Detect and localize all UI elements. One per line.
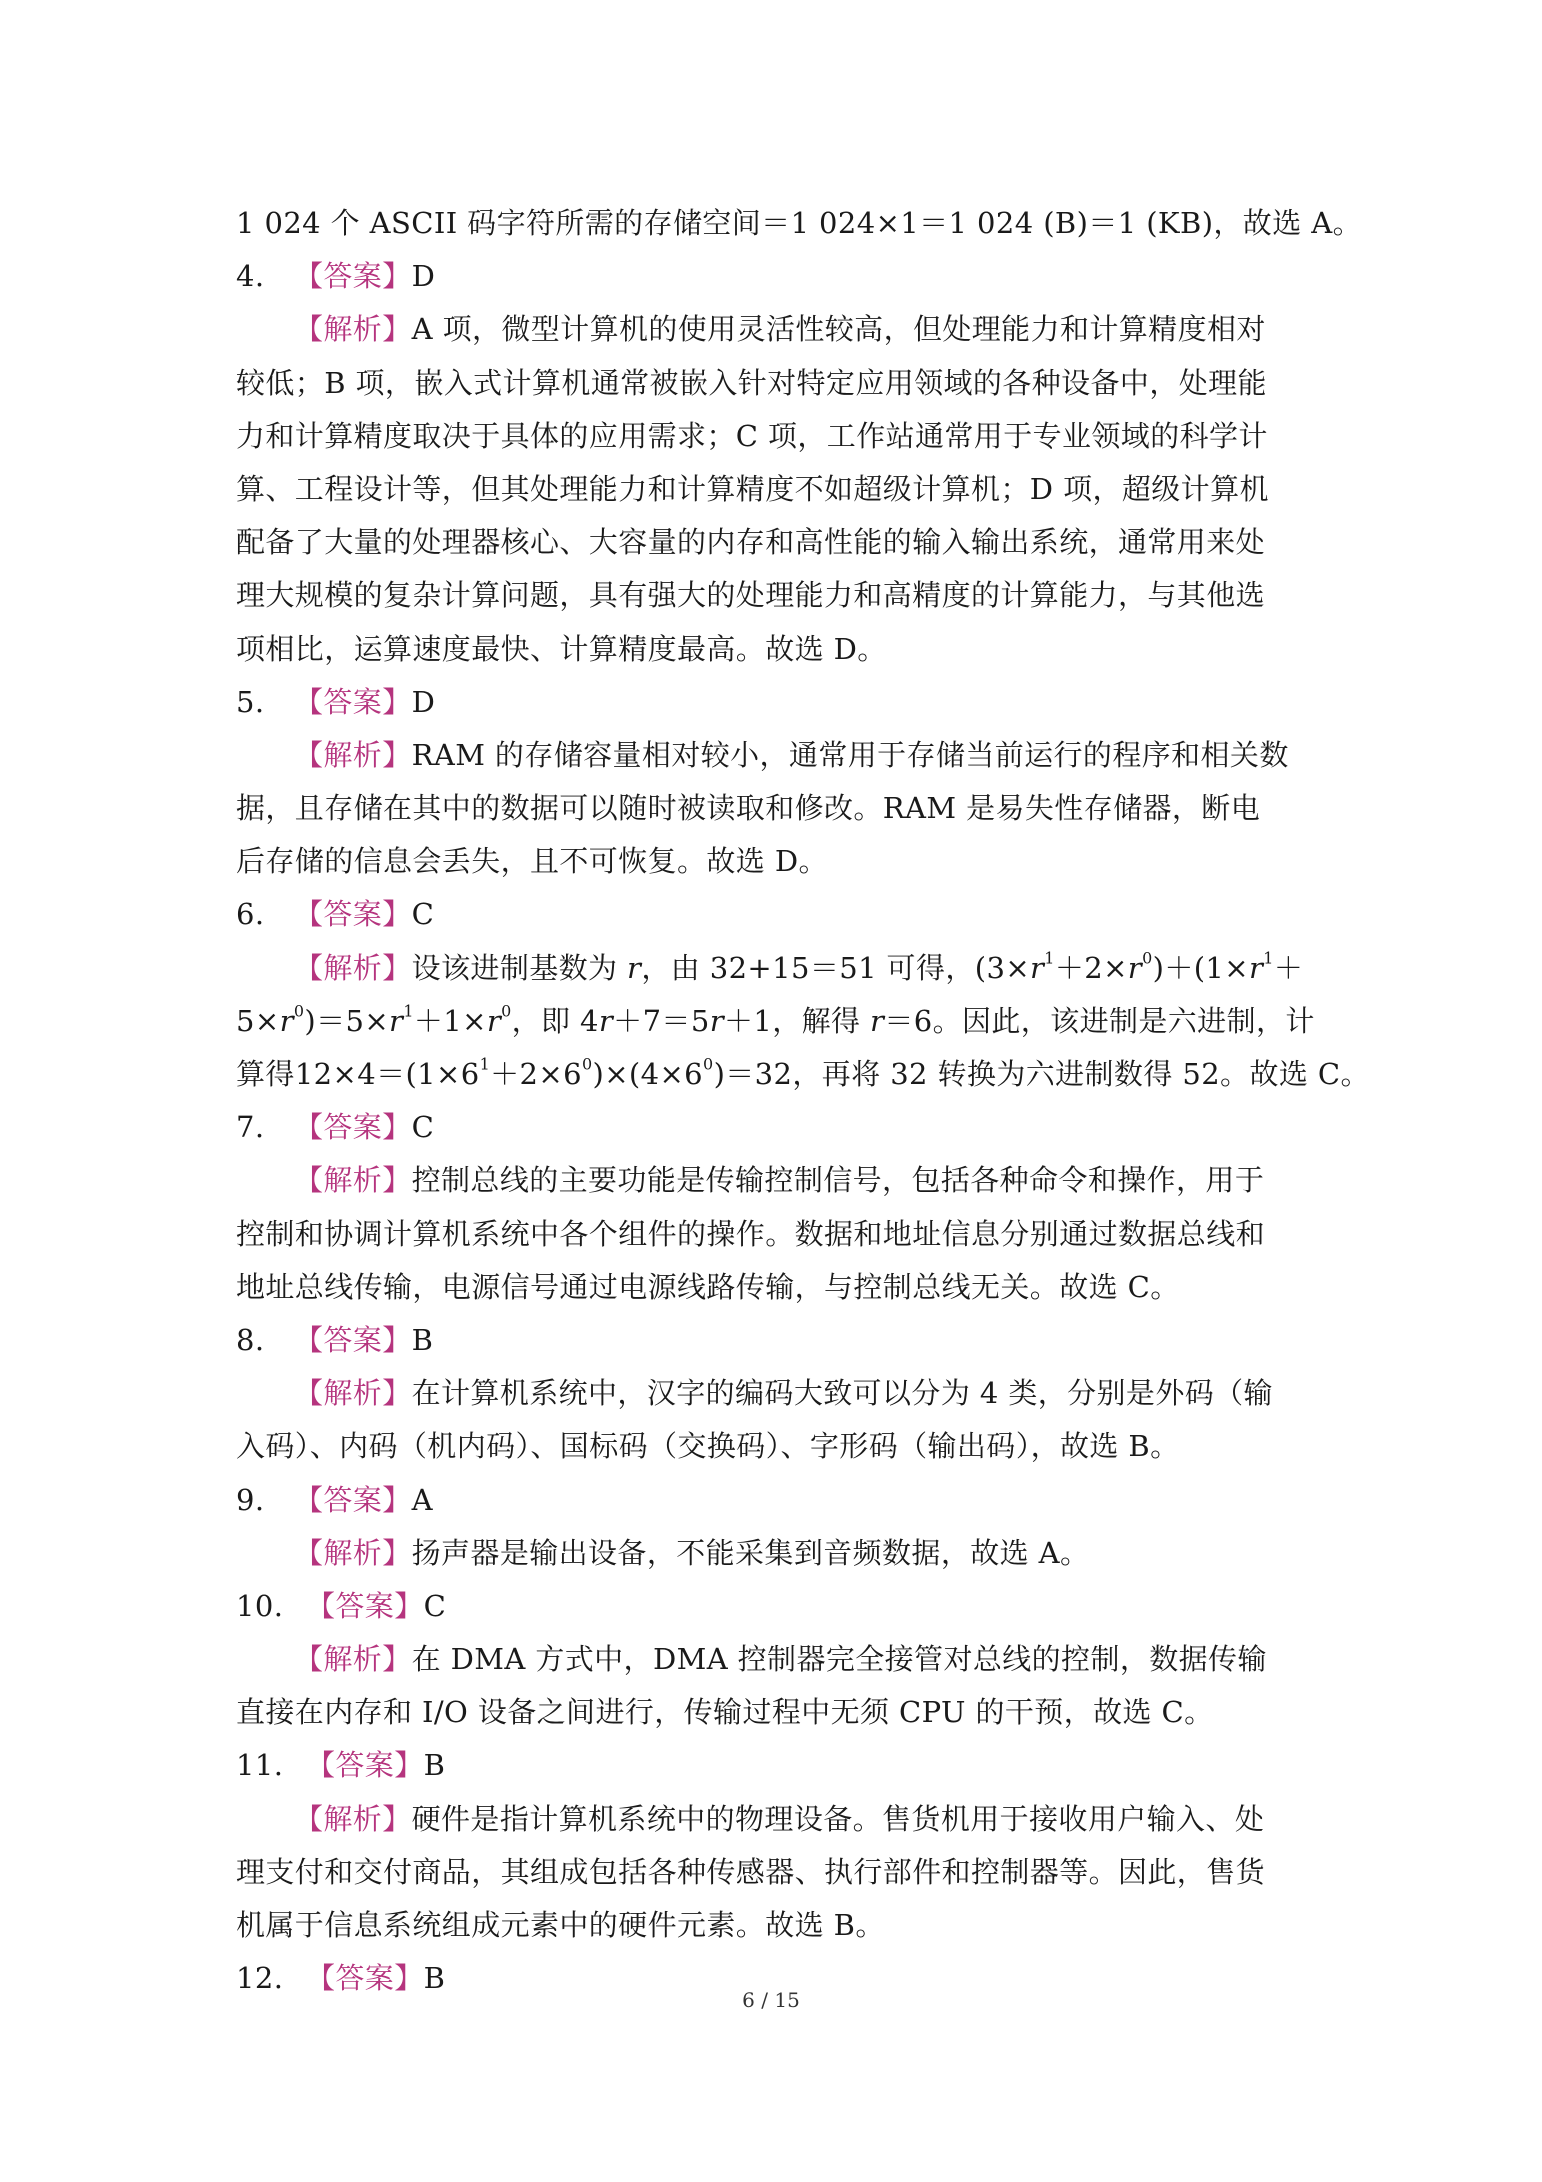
analysis-tag: 【解析】 bbox=[294, 1535, 412, 1570]
question-8-analysis-line bbox=[236, 1367, 1316, 1420]
question-7-analysis-line bbox=[236, 1154, 1316, 1207]
analysis-text: 力和计算精度取决于具体的应用需求；C 项，工作站通常用于专业领域的科学计 bbox=[236, 418, 1268, 453]
math-expression: 4r＋7＝5r＋1 bbox=[580, 1003, 773, 1038]
question-7-answer bbox=[236, 1101, 1316, 1154]
answer-tag: 【答案】 bbox=[294, 1110, 412, 1145]
analysis-tag-label: 解析 bbox=[323, 1535, 383, 1570]
answer-tag: 【答案】 bbox=[306, 1748, 424, 1783]
answer-tag: 【答案】 bbox=[294, 1482, 412, 1517]
answer-value: C bbox=[423, 1588, 447, 1623]
question-6-analysis-line bbox=[236, 1048, 1370, 1101]
analysis-text: 入码）、内码（机内码）、国标码（交换码）、字形码（输出码），故选 B。 bbox=[236, 1429, 1180, 1464]
question-number: 5. bbox=[236, 684, 265, 719]
answer-tag-label: 答案 bbox=[335, 1748, 395, 1783]
math-variable: r bbox=[627, 950, 642, 985]
question-5-analysis-line bbox=[236, 782, 1316, 835]
question-number: 12. bbox=[236, 1961, 284, 1996]
answer-tag-label: 答案 bbox=[323, 684, 383, 719]
analysis-text: 控制总线的主要功能是传输控制信号，包括各种命令和操作，用于 bbox=[411, 1163, 1265, 1198]
analysis-text: 在 DMA 方式中，DMA 控制器完全接管对总线的控制，数据传输 bbox=[411, 1642, 1267, 1677]
question-11-analysis-line bbox=[236, 1899, 1316, 1952]
analysis-tag-label: 解析 bbox=[323, 312, 383, 347]
question-number: 7. bbox=[236, 1110, 265, 1145]
analysis-text: 机属于信息系统组成元素中的硬件元素。故选 B。 bbox=[236, 1908, 885, 1942]
question-10-analysis-line bbox=[236, 1633, 1316, 1686]
analysis-tag-label: 解析 bbox=[323, 1163, 383, 1198]
answer-tag-label: 答案 bbox=[323, 1322, 383, 1357]
analysis-text: 在计算机系统中，汉字的编码大致可以分为 4 类，分别是外码（输 bbox=[411, 1376, 1273, 1411]
answer-tag-label: 答案 bbox=[335, 1588, 395, 1623]
analysis-text: 控制和协调计算机系统中各个组件的操作。数据和地址信息分别通过数据总线和 bbox=[236, 1216, 1266, 1251]
analysis-tag: 【解析】 bbox=[294, 1163, 412, 1198]
answer-value: C bbox=[411, 897, 435, 932]
question-9-answer bbox=[236, 1474, 1316, 1527]
math-expression: $5\times r^0)=5\times r^1+1\times r^0$ bbox=[236, 1001, 512, 1038]
analysis-text: 直接在内存和 I/O 设备之间进行，传输过程中无须 CPU 的干预，故选 C。 bbox=[236, 1695, 1214, 1730]
question-6-answer bbox=[236, 888, 1316, 941]
answer-value: B bbox=[423, 1961, 446, 1996]
answer-value: A bbox=[411, 1482, 433, 1517]
question-number: 9. bbox=[236, 1482, 265, 1517]
question-4-answer bbox=[236, 250, 1316, 303]
answer-value: B bbox=[423, 1748, 446, 1783]
question-4-analysis-line bbox=[236, 303, 1316, 356]
answer-tag-label: 答案 bbox=[323, 897, 383, 932]
text-line-content: 1 024 个 ASCII 码字符所需的存储空间＝1 024×1＝1 024 (B)＝1 (KB)，故选 A。 bbox=[236, 206, 1362, 240]
answer-tag: 【答案】 bbox=[294, 684, 412, 719]
answer-tag-label: 答案 bbox=[323, 1482, 383, 1517]
question-number: 4. bbox=[236, 259, 265, 294]
analysis-text: 据，且存储在其中的数据可以随时被读取和修改。RAM 是易失性存储器，断电 bbox=[236, 791, 1261, 826]
text-line bbox=[236, 197, 1362, 250]
analysis-text: 理支付和交付商品，其组成包括各种传感器、执行部件和控制器等。因此，售货 bbox=[236, 1854, 1266, 1889]
question-11-answer bbox=[236, 1739, 1316, 1792]
analysis-tag-label: 解析 bbox=[323, 737, 383, 772]
question-4-analysis-line bbox=[236, 410, 1316, 463]
question-5-analysis-line bbox=[236, 835, 1316, 888]
question-11-analysis-line bbox=[236, 1793, 1316, 1846]
answer-tag: 【答案】 bbox=[294, 1322, 412, 1357]
analysis-tag: 【解析】 bbox=[294, 950, 412, 985]
question-8-answer bbox=[236, 1314, 1316, 1367]
question-number: 11. bbox=[236, 1748, 284, 1783]
analysis-text: 硬件是指计算机系统中的物理设备。售货机用于接收用户输入、处 bbox=[411, 1801, 1265, 1836]
analysis-text: RAM 的存储容量相对较小，通常用于存储当前运行的程序和相关数 bbox=[411, 737, 1289, 772]
page-number: 6 / 15 bbox=[742, 1988, 800, 2012]
analysis-text: 设该进制基数为 bbox=[411, 950, 628, 985]
question-4-analysis-line bbox=[236, 463, 1316, 516]
analysis-text: 项相比，运算速度最快、计算精度最高。故选 D。 bbox=[236, 631, 887, 666]
answer-tag: 【答案】 bbox=[294, 259, 412, 294]
question-4-analysis-line bbox=[236, 516, 1316, 569]
analysis-tag-label: 解析 bbox=[323, 1801, 383, 1836]
answer-tag-label: 答案 bbox=[323, 259, 383, 294]
analysis-text: ，解得 bbox=[772, 1003, 871, 1038]
question-6-analysis-line bbox=[236, 942, 1316, 995]
question-11-analysis-line bbox=[236, 1846, 1316, 1899]
question-4-analysis-line bbox=[236, 623, 1316, 676]
analysis-tag: 【解析】 bbox=[294, 1642, 412, 1677]
answer-value: C bbox=[411, 1110, 435, 1145]
analysis-text: ，由 32+15＝51 可得， bbox=[641, 950, 975, 985]
analysis-text: ，再将 32 转换为六进制数得 52。故选 C。 bbox=[792, 1057, 1370, 1091]
question-number: 10. bbox=[236, 1588, 284, 1623]
question-9-analysis-line bbox=[236, 1527, 1316, 1580]
analysis-tag: 【解析】 bbox=[294, 1376, 412, 1411]
question-10-analysis-line bbox=[236, 1686, 1316, 1739]
analysis-text: 。因此，该进制是六进制，计 bbox=[932, 1003, 1315, 1038]
analysis-tag-label: 解析 bbox=[323, 1376, 383, 1411]
question-6-analysis-line bbox=[236, 995, 1316, 1048]
answer-tag-label: 答案 bbox=[323, 1110, 383, 1145]
answer-tag: 【答案】 bbox=[294, 897, 412, 932]
analysis-tag: 【解析】 bbox=[294, 1801, 412, 1836]
question-7-analysis-line bbox=[236, 1208, 1316, 1261]
analysis-text: 较低；B 项，嵌入式计算机通常被嵌入针对特定应用领域的各种设备中，处理能 bbox=[236, 365, 1267, 400]
analysis-text: ，即 bbox=[511, 1003, 581, 1038]
question-4-analysis-line bbox=[236, 357, 1316, 410]
analysis-text: 算、工程设计等，但其处理能力和计算精度不如超级计算机；D 项，超级计算机 bbox=[236, 471, 1269, 506]
analysis-text: 理大规模的复杂计算问题，具有强大的处理能力和高精度的计算能力，与其他选 bbox=[236, 578, 1266, 613]
answer-value: D bbox=[411, 684, 436, 719]
analysis-text: 算得 bbox=[236, 1057, 295, 1091]
analysis-text: 配备了大量的处理器核心、大容量的内存和高性能的输入输出系统，通常用来处 bbox=[236, 525, 1266, 560]
answer-content bbox=[236, 197, 1370, 2005]
analysis-tag: 【解析】 bbox=[294, 737, 412, 772]
question-number: 8. bbox=[236, 1322, 265, 1357]
answer-tag: 【答案】 bbox=[306, 1588, 424, 1623]
question-4-analysis-line bbox=[236, 569, 1316, 622]
analysis-tag: 【解析】 bbox=[294, 312, 412, 347]
analysis-text: A 项，微型计算机的使用灵活性较高，但处理能力和计算精度相对 bbox=[411, 312, 1266, 347]
question-7-analysis-line bbox=[236, 1261, 1316, 1314]
math-expression: $(3\times r^1+2\times r^0)+(1\times r^1+$ bbox=[974, 948, 1304, 985]
analysis-text: 后存储的信息会丢失，且不可恢复。故选 D。 bbox=[236, 844, 828, 879]
question-8-analysis-line bbox=[236, 1420, 1316, 1473]
analysis-tag-label: 解析 bbox=[323, 1642, 383, 1677]
math-expression: $12\times 4=(1\times 6^1+2\times 6^0)\times(4\times 6^0)=32$ bbox=[294, 1054, 793, 1091]
analysis-tag-label: 解析 bbox=[323, 950, 383, 985]
math-expression: r＝6 bbox=[870, 1003, 933, 1038]
analysis-text: 扬声器是输出设备，不能采集到音频数据，故选 A。 bbox=[411, 1535, 1090, 1570]
answer-value: D bbox=[411, 259, 436, 294]
answer-value: B bbox=[411, 1322, 434, 1357]
question-number: 6. bbox=[236, 897, 265, 932]
question-5-answer bbox=[236, 676, 1316, 729]
question-5-analysis-line bbox=[236, 729, 1316, 782]
analysis-text: 地址总线传输，电源信号通过电源线路传输，与控制总线无关。故选 C。 bbox=[236, 1269, 1180, 1304]
answer-tag: 【答案】 bbox=[306, 1961, 424, 1996]
question-10-answer bbox=[236, 1580, 1316, 1633]
answer-tag-label: 答案 bbox=[335, 1961, 395, 1996]
